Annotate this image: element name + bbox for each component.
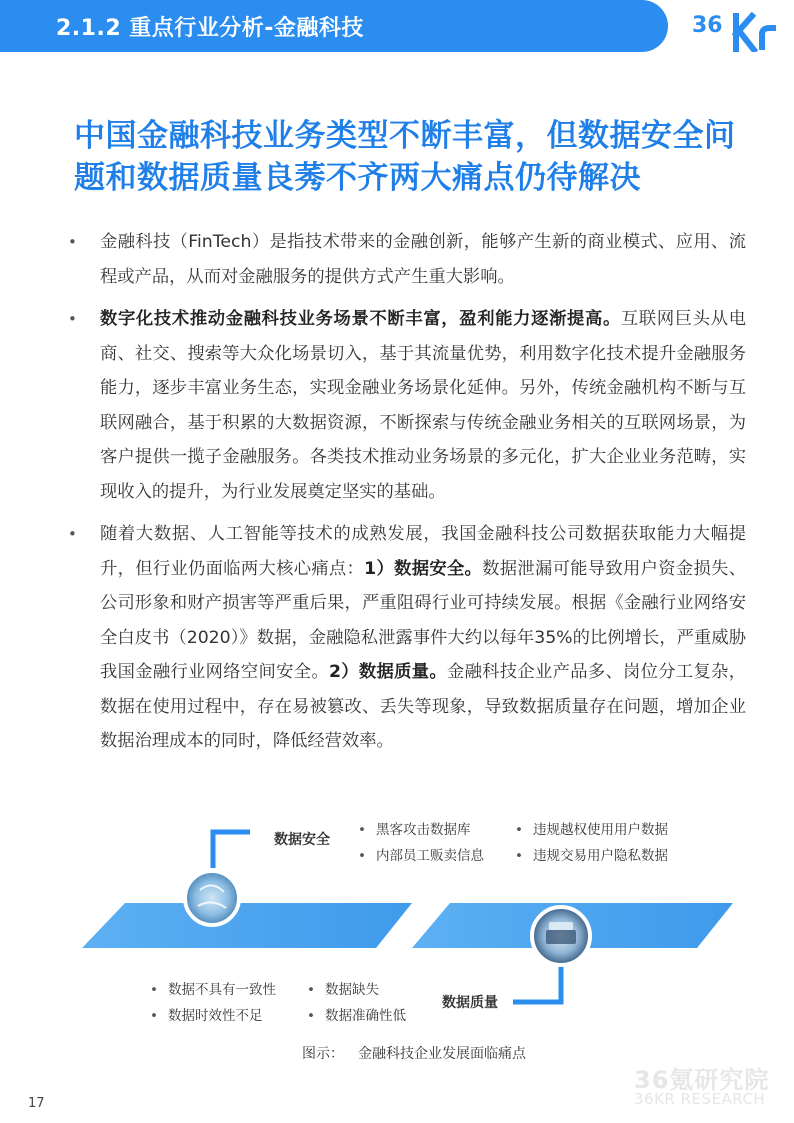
bullet-digital-tech bbox=[66, 302, 746, 509]
quality-item: • 数据不具有一致性 bbox=[150, 978, 276, 998]
bullet-pain-points bbox=[66, 517, 746, 759]
data-security-image bbox=[185, 871, 239, 925]
connector-quality bbox=[513, 965, 561, 1002]
bullet-bold-quality: 2）数据质量。 bbox=[328, 662, 447, 682]
36kr-logo bbox=[690, 4, 794, 52]
security-item: • 违规交易用户隐私数据 bbox=[515, 844, 668, 864]
bullet-list bbox=[66, 225, 746, 767]
security-label: 数据安全 bbox=[274, 832, 330, 848]
quality-label: 数据质量 bbox=[442, 995, 498, 1011]
connector-security bbox=[213, 832, 250, 868]
quality-item: • 数据缺失 bbox=[307, 978, 379, 998]
watermark-cn: 36氪研究院 bbox=[634, 1066, 770, 1094]
pain-points-figure bbox=[0, 810, 794, 1070]
watermark-en: 36KR RESEARCH bbox=[634, 1090, 766, 1108]
figure-caption bbox=[302, 1043, 526, 1063]
bullet-text: 金融科技企业产品多、岗位分工复杂，数据在使用过程中，存在易被篡改、丢失等现象，导致数据质量存在问题，增加企业数据治理成本的同时，降低经营效率。 bbox=[100, 662, 746, 751]
svg-text:36: 36 bbox=[692, 13, 723, 38]
quality-item: • 数据时效性不足 bbox=[150, 1004, 262, 1024]
section-title: 2.1.2 重点行业分析-金融科技 bbox=[56, 16, 364, 41]
page-title: 中国金融科技业务类型不断丰富，但数据安全问题和数据质量良莠不齐两大痛点仍待解决 bbox=[74, 118, 736, 196]
bullet-text: 互联网巨头从电商、社交、搜索等大众化场景切入，基于其流量优势，利用数字化技术提升金融服务能力，逐步丰富业务生态，实现金融业务场景化延伸。另外，传统金融机构不断与互联网融合，基于积累的大数据资源，不断探索与传统金融业务相关的互联网场景，为客户提供一揽子金融服务。各类技术推动业务场景的多元化，扩大企业业务范畴，实现收入的提升，为行业发展奠定坚实的基础。 bbox=[100, 309, 746, 502]
bullet-bold-security: 1）数据安全。 bbox=[364, 558, 483, 579]
bullet-text: 数据泄漏可能导致用户资金损失、公司形象和财产损害等严重后果，严重阻碍行业可持续发展。根据《金融行业网络安全白皮书（2020）》数据，金融隐私泄露事件大约以每年35%的比例增长，严重威胁我国金融行业网络空间安全。 bbox=[100, 558, 746, 682]
page-number: 17 bbox=[28, 1096, 45, 1111]
security-item: • 黑客攻击数据库 bbox=[358, 818, 470, 838]
bullet-text: 随着大数据、人工智能等技术的成熟发展，我国金融科技公司数据获取能力大幅提升，但行业仍面临两大核心痛点： bbox=[100, 524, 746, 579]
bullet-text: 金融科技（FinTech）是指技术带来的金融创新，能够产生新的商业模式、应用、流程或产品，从而对金融服务的提供方式产生重大影响。 bbox=[100, 232, 746, 287]
security-item: • 内部员工贩卖信息 bbox=[358, 844, 484, 864]
band-left bbox=[82, 903, 412, 948]
bullet-fintech-definition bbox=[66, 225, 746, 294]
caption-prefix: 图示： bbox=[302, 1046, 344, 1062]
header-bar bbox=[0, 0, 668, 52]
bullet-bold-lead: 数字化技术推动金融科技业务场景不断丰富，盈利能力逐渐提高。 bbox=[100, 309, 621, 329]
quality-item: • 数据准确性低 bbox=[307, 1004, 406, 1024]
caption-text: 金融科技企业发展面临痛点 bbox=[358, 1046, 526, 1062]
security-item: • 违规越权使用用户数据 bbox=[515, 818, 668, 838]
